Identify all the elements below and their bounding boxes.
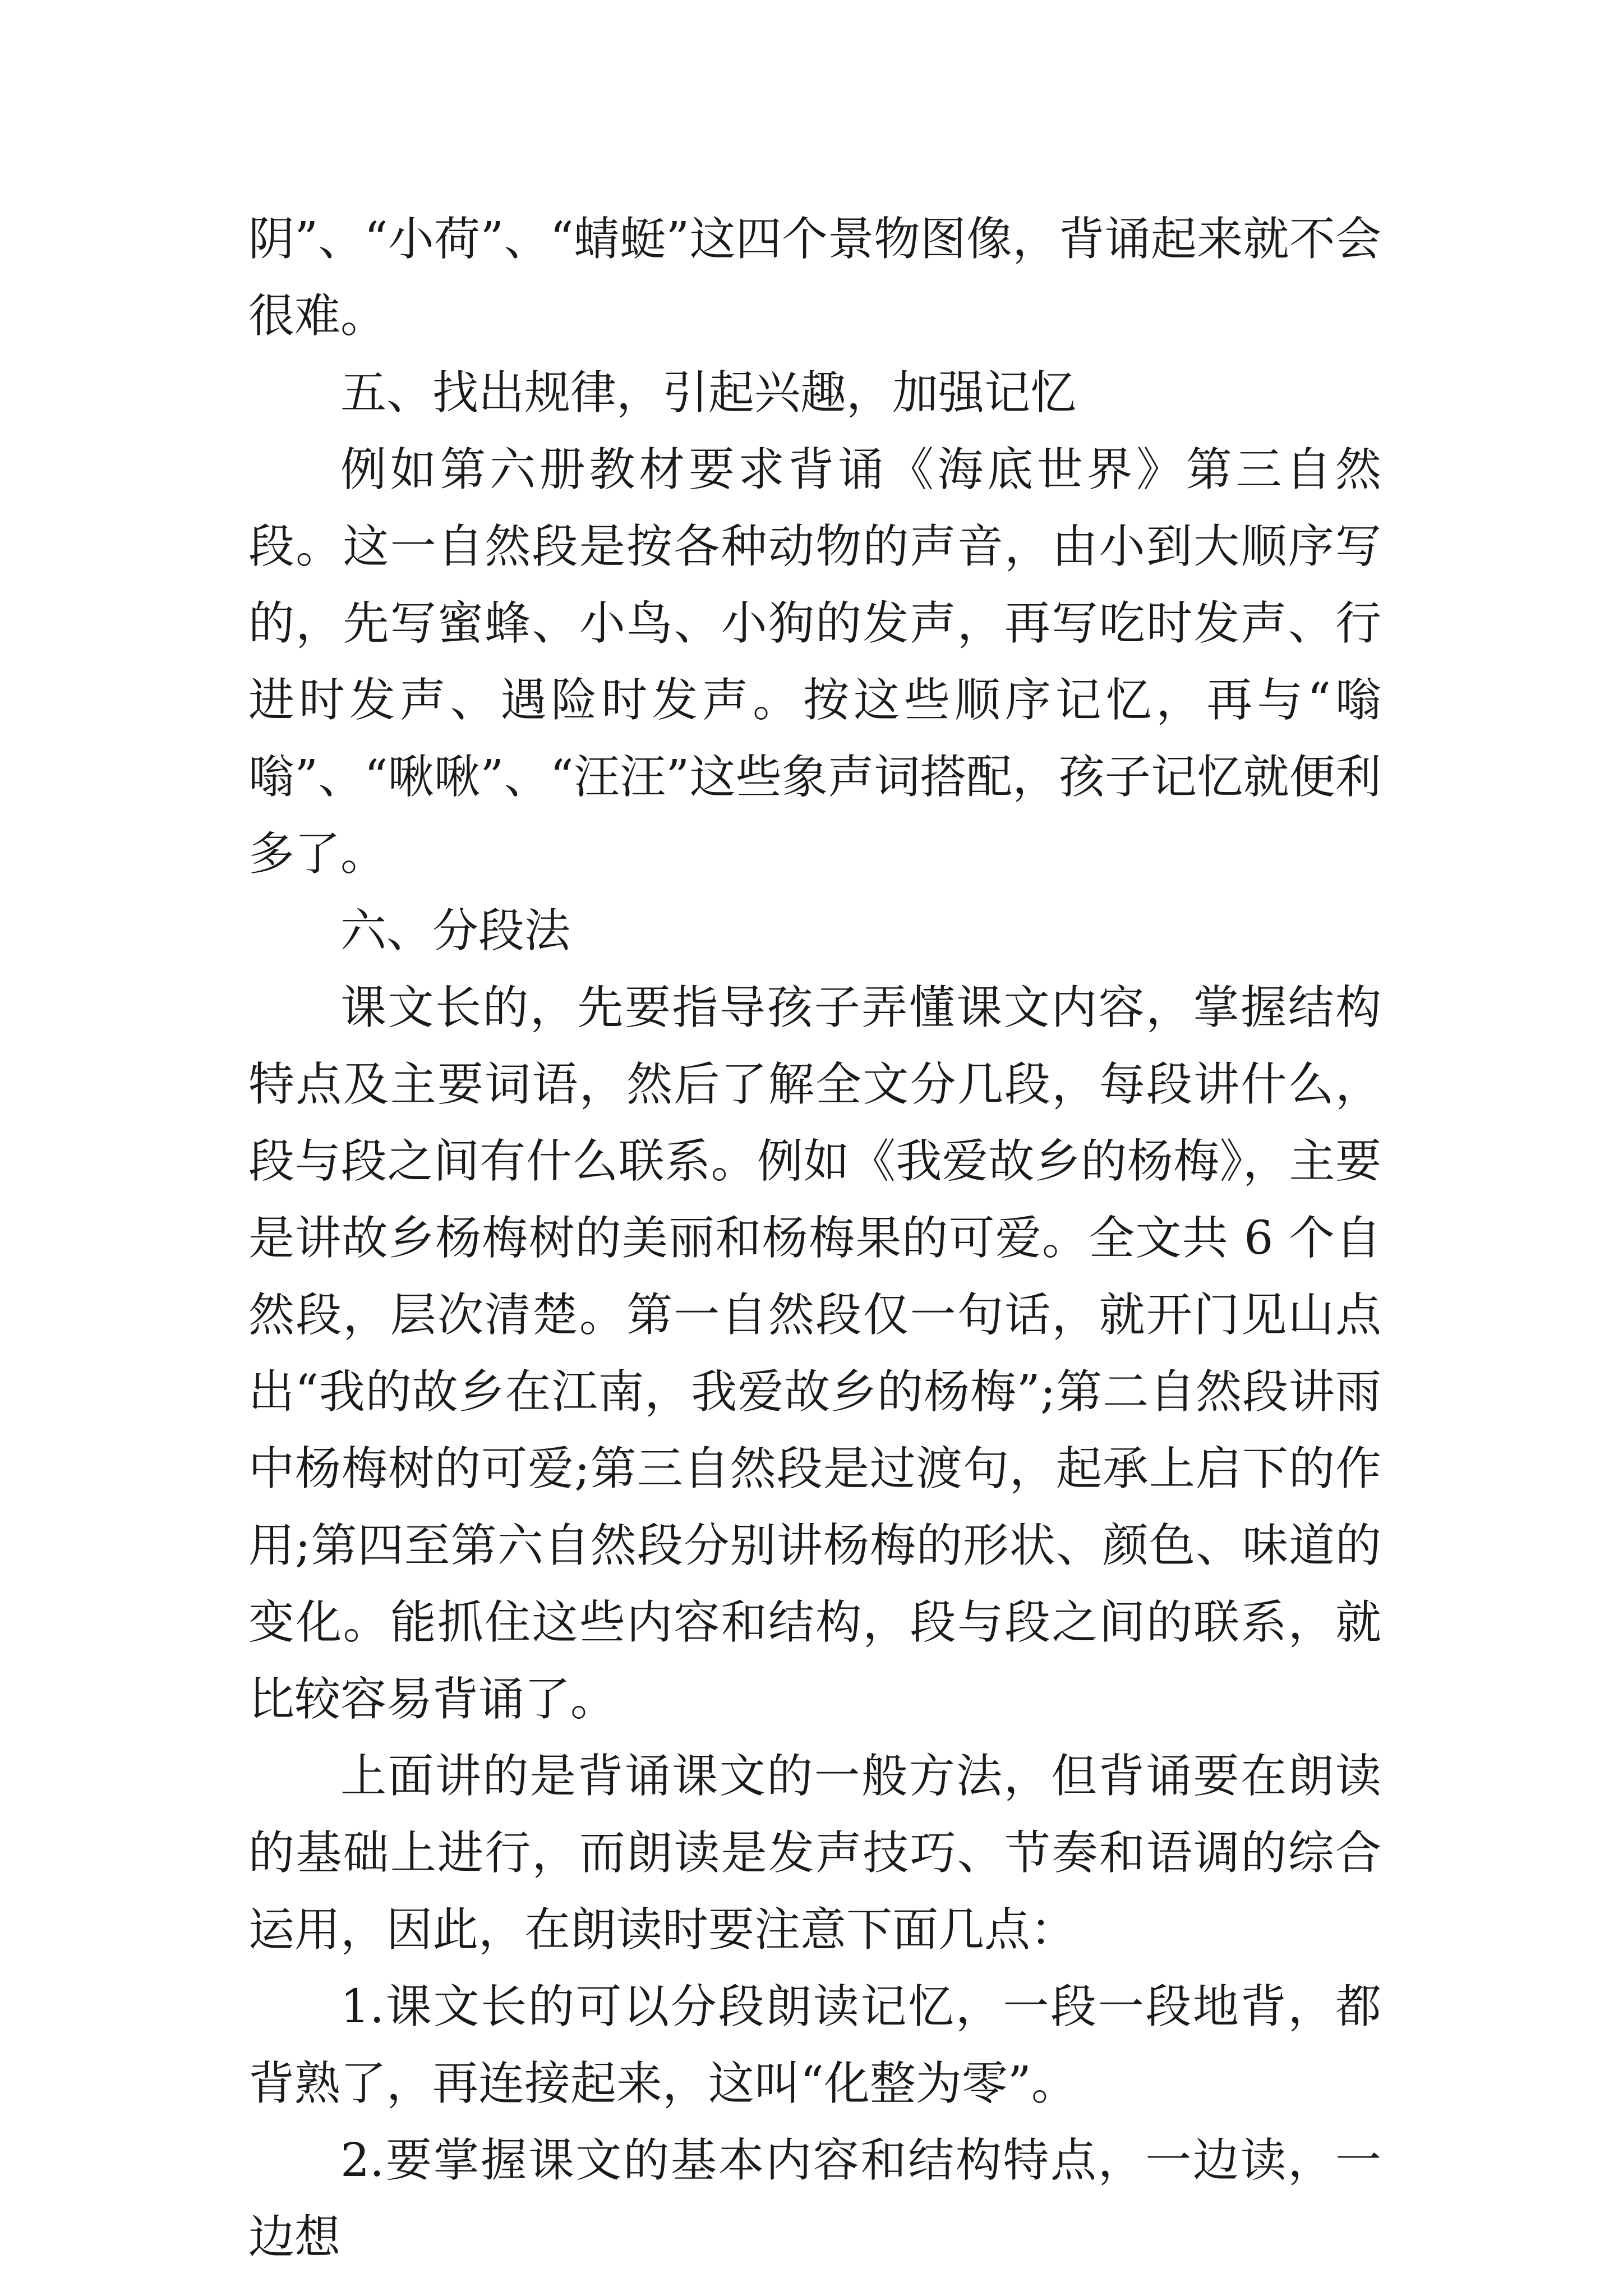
section-heading-six: 六、分段法 bbox=[340, 904, 571, 958]
paragraph-segment-method: 课文长的，先要指导孩子弄懂课文内容，掌握结构特点及主要词语，然后了解全文分几段，每段讲什么，段与段之间有什么联系。例如《我爱故乡的杨梅》，主要是讲故乡杨梅树的美丽和杨梅果的可爱。全文共 6 个自然段，层次清楚。第一自然段仅一句话，就开门见山点出“我的故乡在江南，我爱故乡的杨梅”;第二自然段讲雨中杨梅树的可爱;第三自然段是过渡句，起承上启下的作用;第四至第六自然段分别讲杨梅的形状、颜色、味道的变化。能抓住这些内容和结构，段与段之间的联系，就比较容易背诵了。 bbox=[248, 981, 1381, 1726]
list-item-2: 2.要掌握课文的基本内容和结构特点，一边读，一边想 bbox=[248, 2134, 1381, 2264]
section-heading-five: 五、找出规律，引起兴趣，加强记忆 bbox=[340, 366, 1077, 420]
document-body bbox=[248, 201, 1381, 2276]
paragraph-ocean-world: 例如第六册教材要求背诵《海底世界》第三自然段。这一自然段是按各种动物的声音，由小到大顺序写的，先写蜜蜂、小鸟、小狗的发声，再写吃时发声、行进时发声、遇险时发声。按这些顺序记忆，再与“嗡嗡”、“啾啾”、“汪汪”这些象声词搭配，孩子记忆就便利多了。 bbox=[248, 443, 1381, 881]
list-item-1: 1.课文长的可以分段朗读记忆，一段一段地背，都背熟了，再连接起来，这叫“化整为零”。 bbox=[248, 1980, 1381, 2110]
paragraph-continuation: 阴”、“小荷”、“蜻蜓”这四个景物图像，背诵起来就不会很难。 bbox=[248, 213, 1381, 343]
paragraph-reading-basics: 上面讲的是背诵课文的一般方法，但背诵要在朗读的基础上进行，而朗读是发声技巧、节奏和语调的综合运用，因此，在朗读时要注意下面几点： bbox=[248, 1750, 1381, 1957]
